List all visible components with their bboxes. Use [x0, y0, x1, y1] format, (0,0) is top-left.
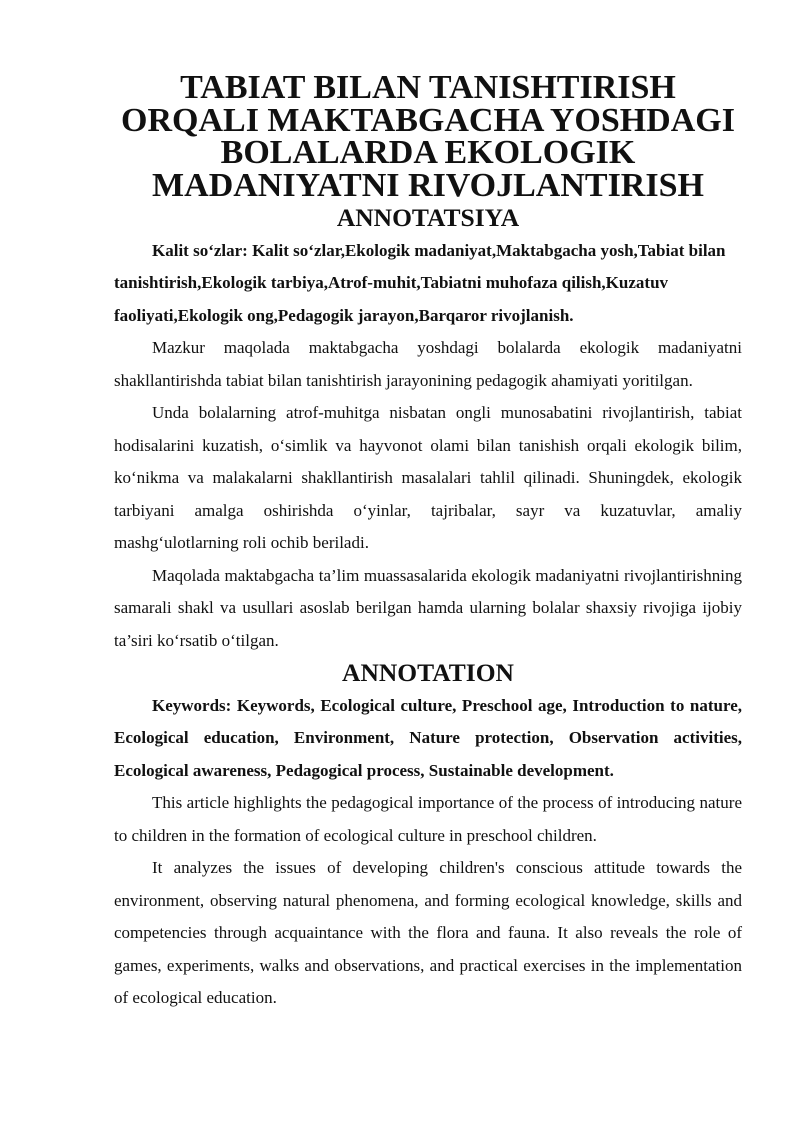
title-line-2: BOLALARDA EKOLOGIK MADANIYATNI RIVOJLANTIRISH — [152, 134, 704, 204]
en-paragraph-2: It analyzes the issues of developing children's conscious attitude towards the environment, observing natural phenomena, and forming ecological knowledge, skills and competencies through acquaintance with the flora and fauna. It also reveals the role of games, experiments, walks and observations, and practical exercises in the implementation of ecological education. — [114, 858, 742, 1007]
en-paragraph-1: This article highlights the pedagogical importance of the process of introducing nature to children in the formation of ecological culture in preschool children. — [114, 793, 742, 845]
uz-paragraph-2: Unda bolalarning atrof-muhitga nisbatan ongli munosabatini rivojlantirish, tabiat hodisalarini kuzatish, o‘simlik va hayvonot olami bilan tanishish orqali ekologik bilim, ko‘nikma va malakalarni shakllantirish masalalari tahlil qilinadi. Shuningdek, ekologik tarbiyani amalga oshirishda o‘yinlar, tajribalar, sayr va kuzatuvlar, amaliy mashg‘ulotlarning roli ochib beriladi. — [114, 403, 742, 552]
en-keywords: Keywords: Keywords, Ecological culture, Preschool age, Introduction to nature, Ecological education, Environment, Nature protection, Observation activities, Ecological awareness, Pedagogical process, Sustainable development. — [114, 695, 742, 780]
title-line-1: TABIAT BILAN TANISHTIRISH ORQALI MAKTABGACHA YOSHDAGI — [121, 69, 735, 139]
annotation-heading: ANNOTATION — [342, 658, 514, 687]
uz-keywords: Kalit so‘zlar: Kalit so‘zlar,Ekologik madaniyat,Maktabgacha yosh,Tabiat bilan tanishtirish,Ekologik tarbiya,Atrof-muhit,Tabiatni muhofaza qilish,Kuzatuv faoliyati,Ekologik ong,Pedagogik jarayon,Barqaror rivojlanish. — [114, 240, 726, 325]
uz-paragraph-1: Mazkur maqolada maktabgacha yoshdagi bolalarda ekologik madaniyatni shakllantirishda tabiat bilan tanishtirish jarayonining pedagogik ahamiyati yoritilgan. — [114, 338, 742, 390]
annotatsiya-heading: ANNOTATSIYA — [336, 203, 520, 232]
document-title — [114, 69, 742, 204]
document-page — [114, 69, 742, 1015]
uz-paragraph-3: Maqolada maktabgacha ta’lim muassasalarida ekologik madaniyatni rivojlantirishning samarali shakl va usullari asoslab berilgan hamda ularning bolalar shaxsiy rivojiga ijobiy ta’siri ko‘rsatib o‘tilgan. — [114, 565, 742, 650]
